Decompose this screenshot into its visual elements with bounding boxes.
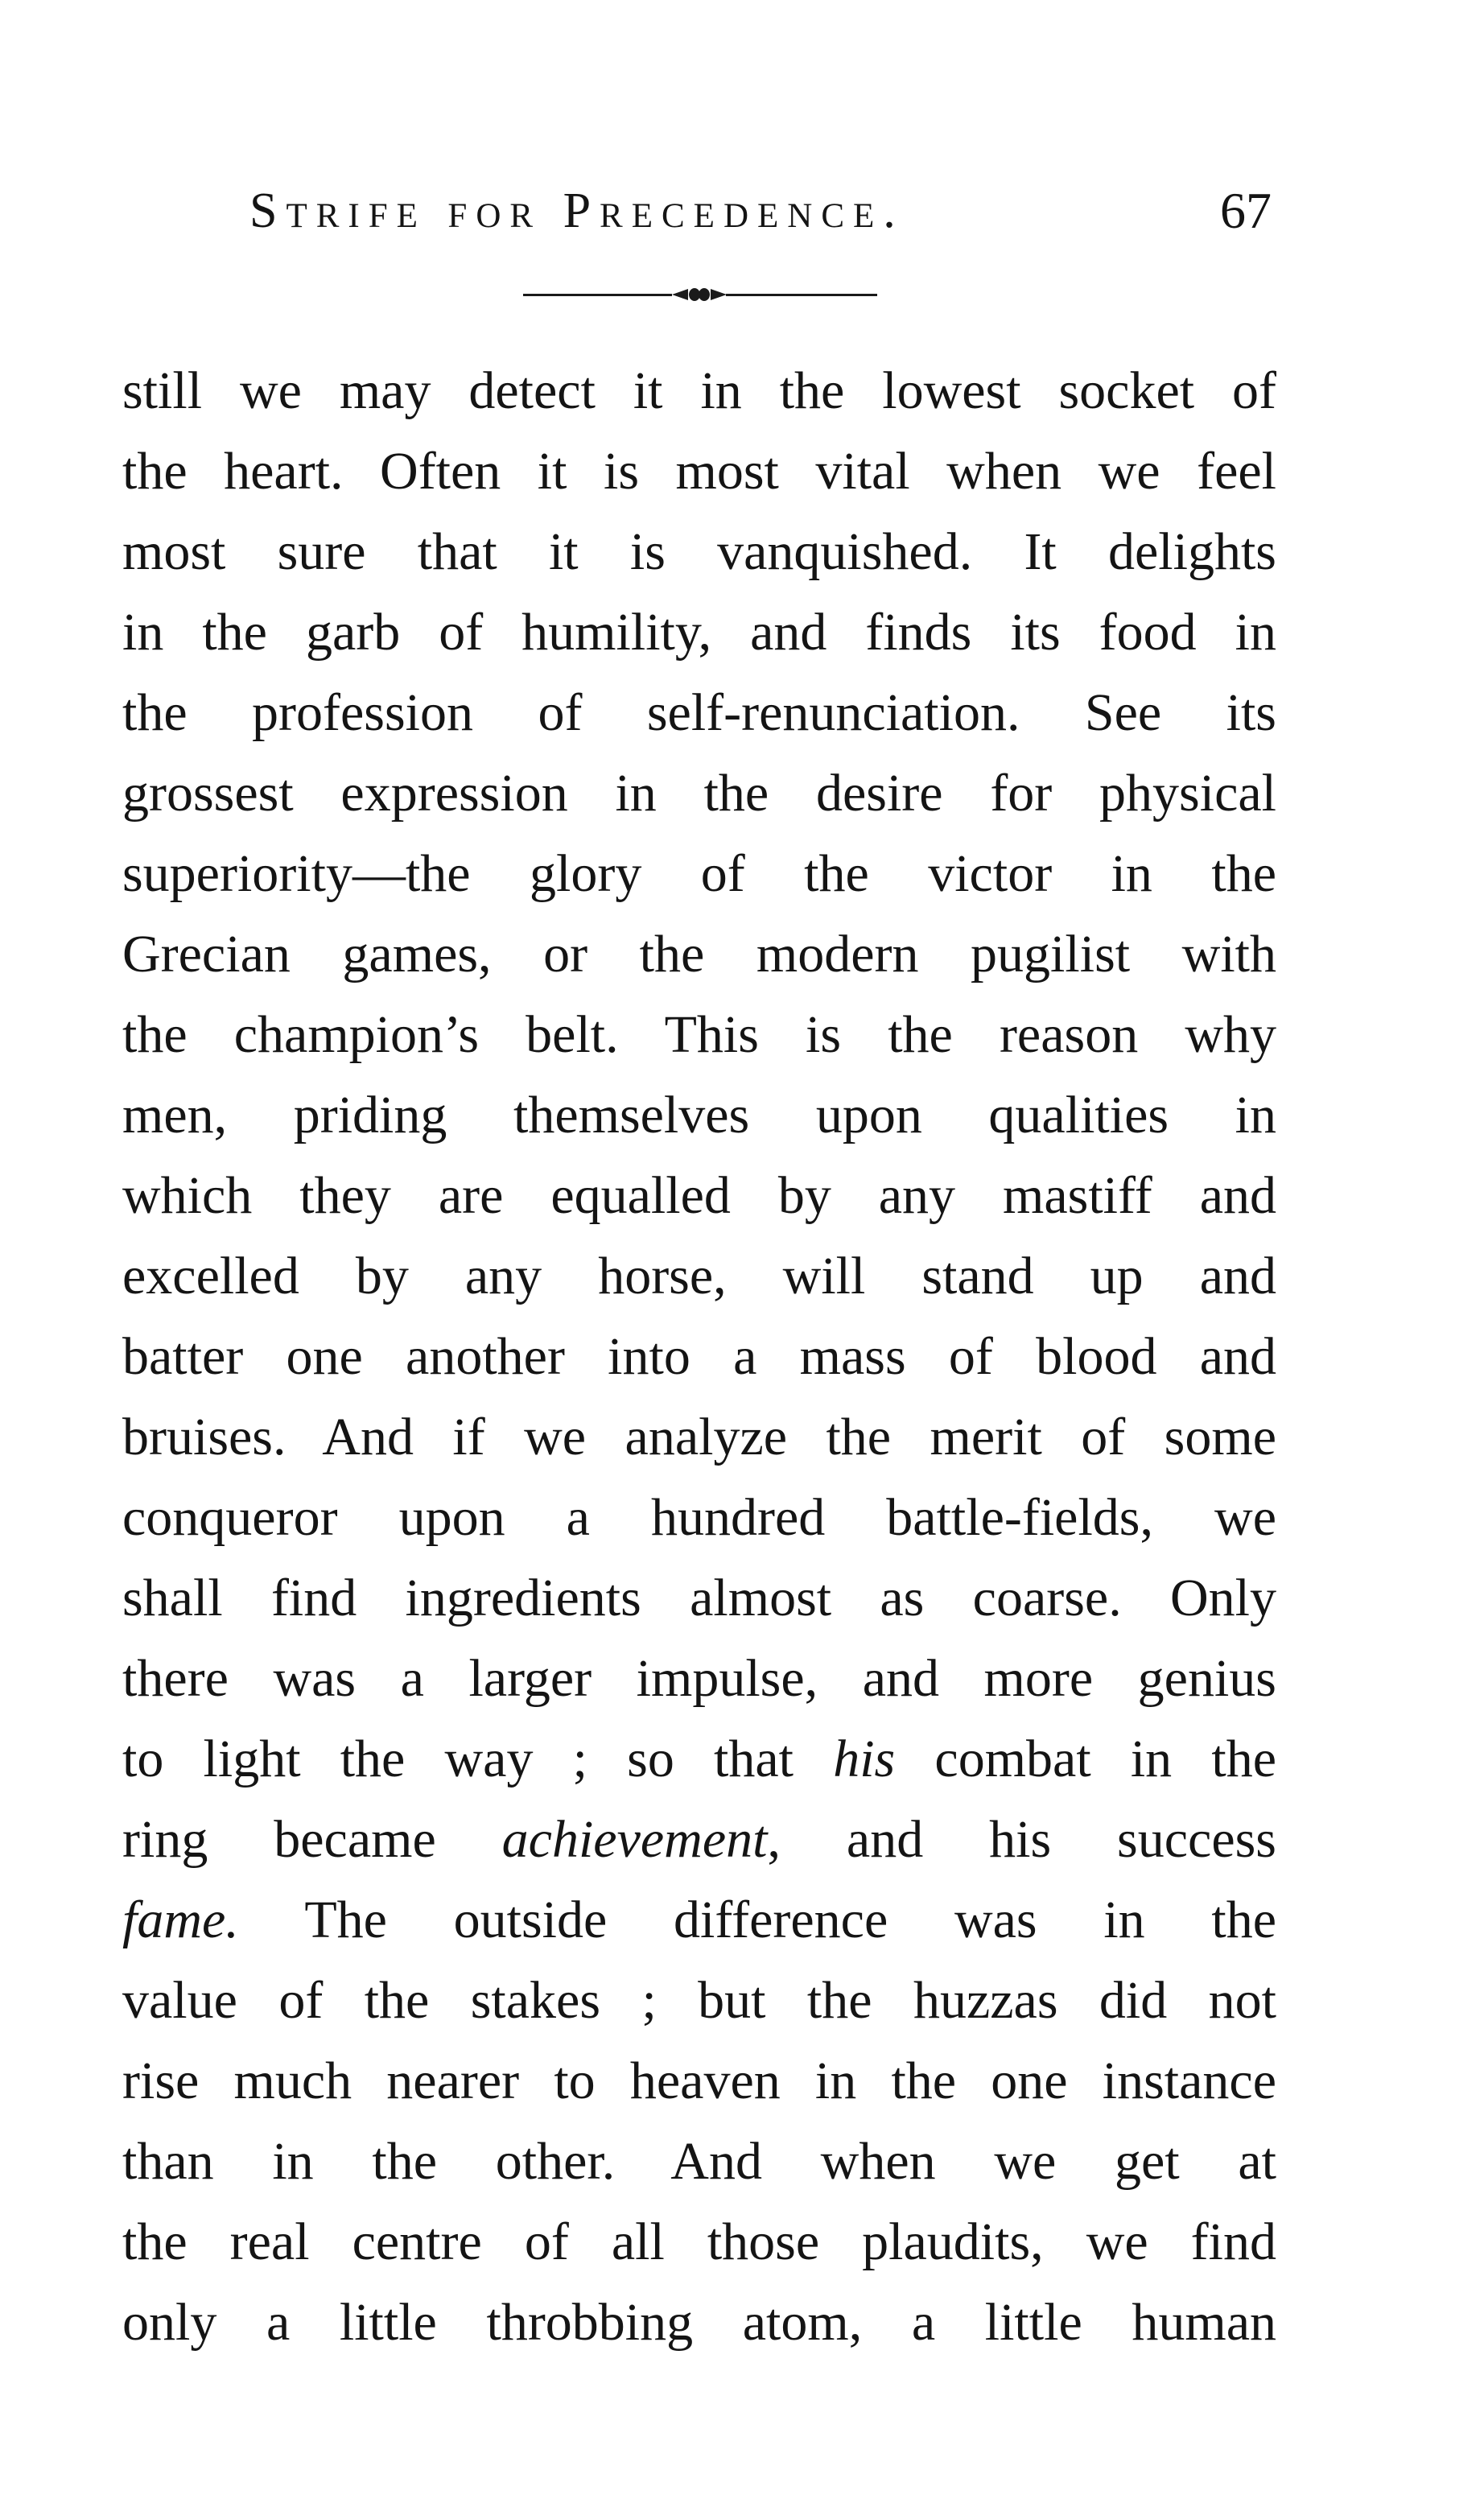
text-line: excelled by any horse, will stand up and (122, 1247, 1276, 1305)
italic-emphasis: his (833, 1730, 896, 1788)
running-head-title: Strife for Precedence. (249, 183, 905, 238)
text-line: Grecian games, or the modern pugilist with (122, 925, 1276, 983)
text-line: grossest expression in the desire for physical (122, 764, 1276, 823)
text-line: bruises. And if we analyze the merit of some (122, 1408, 1276, 1466)
text-line: the heart. Often it is most vital when we feel (122, 442, 1276, 501)
text-segment: , and his success (767, 1810, 1276, 1869)
text-line: value of the stakes ; but the huzzas did not (122, 1971, 1276, 2030)
text-line: which they are equalled by any mastiff and (122, 1166, 1276, 1225)
text-segment: to light the way ; so that (122, 1730, 834, 1788)
text-line: there was a larger impulse, and more genius (122, 1649, 1276, 1708)
italic-emphasis: fame. (122, 1891, 239, 1949)
text-line: than in the other. And when we get at (122, 2132, 1276, 2191)
text-line: the profession of self-renunciation. See its (122, 683, 1276, 742)
text-line (122, 1880, 1276, 1961)
text-line: batter one another into a mass of blood and (122, 1327, 1276, 1386)
text-line: conqueror upon a hundred battle-fields, we (122, 1488, 1276, 1547)
scroll-ornament-icon (523, 285, 877, 304)
text-line: only a little throbbing atom, a little human (122, 2293, 1276, 2352)
page-number: 67 (1220, 182, 1272, 239)
text-segment: ring became (122, 1810, 502, 1869)
text-line: still we may detect it in the lowest socket of (122, 361, 1276, 420)
text-segment: The outside difference was in the (238, 1891, 1276, 1949)
body-text (122, 351, 1276, 2363)
text-line: men, priding themselves upon qualities in (122, 1086, 1276, 1144)
running-head (249, 179, 1272, 243)
italic-emphasis: achievement (501, 1810, 768, 1869)
text-line: the champion’s belt. This is the reason why (122, 1005, 1276, 1064)
text-line: rise much nearer to heaven in the one instance (122, 2051, 1276, 2110)
text-line: most sure that it is vanquished. It delights (122, 522, 1276, 581)
text-line (122, 1719, 1276, 1800)
text-line: shall find ingredients almost as coarse. Only (122, 1569, 1276, 1627)
text-line: in the garb of humility, and finds its food in (122, 603, 1276, 662)
text-line: superiority—the glory of the victor in the (122, 844, 1276, 903)
ornament-rule-right (726, 294, 877, 296)
text-segment: combat in the (895, 1730, 1276, 1788)
text-line: the real centre of all those plaudits, we find (122, 2212, 1276, 2271)
text-line (122, 1800, 1276, 1880)
ornament-rule-left (523, 294, 672, 296)
ornament-knot-icon (670, 285, 728, 304)
